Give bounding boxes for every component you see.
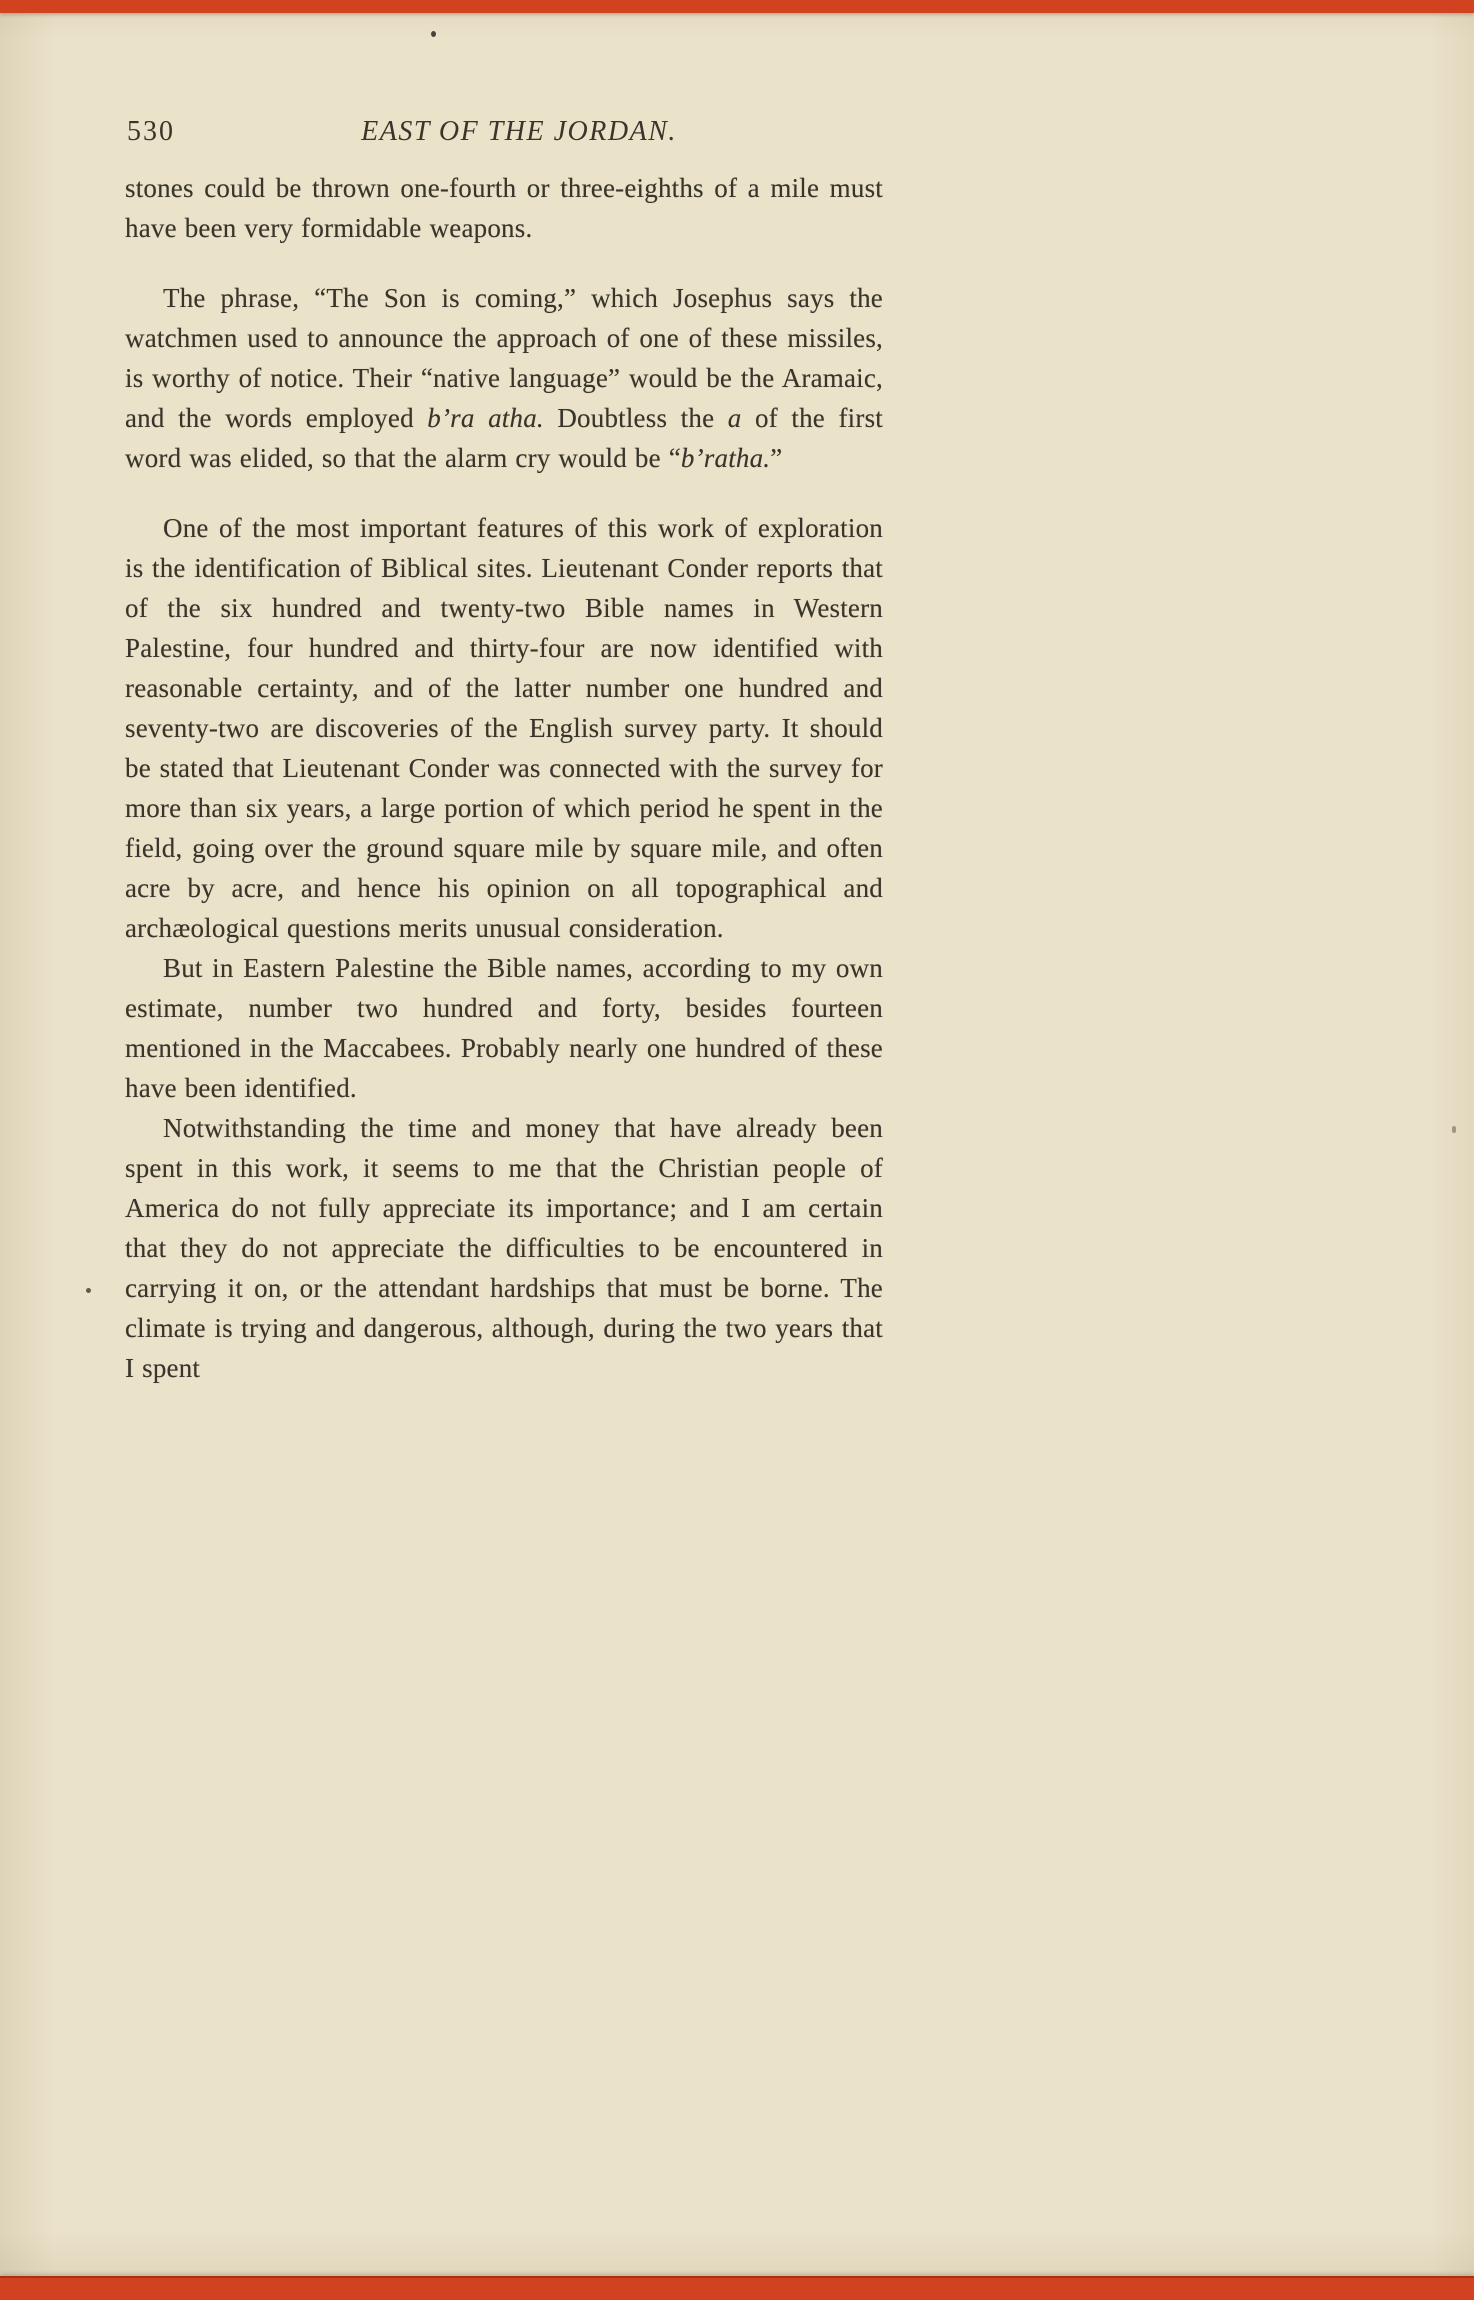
bottom-red-band — [0, 2276, 1474, 2300]
italic-text-run: b’ratha. — [680, 443, 771, 473]
top-red-band — [0, 0, 1474, 13]
italic-text-run: b’ra atha. — [427, 403, 544, 433]
italic-text-run: a — [727, 403, 742, 433]
text-run: But in Eastern Palestine the Bible names, according to my own estimate, number two hundred and forty, besides fourteen mentioned in the Maccabees. Probably nearly one hundred of these have been identified. — [125, 953, 883, 1103]
paragraph — [125, 168, 883, 248]
text-run: Doubtless the — [543, 403, 728, 433]
text-run: of the first word was elided, so that the alarm cry would be “ — [125, 403, 883, 473]
text-run: stones could be thrown one-fourth or three-eighths of a mile must have been very formidable weapons. — [125, 173, 883, 243]
page-number: 530 — [127, 116, 175, 147]
paragraph — [125, 1108, 883, 1388]
paragraph — [125, 278, 883, 478]
scan-artifact — [86, 1288, 91, 1293]
text-run: The phrase, “The Son is coming,” which Josephus says the watchmen used to announce the approach of one of these missiles, is worthy of notice. Their “native language” would be the Aramaic, and the words employed — [125, 283, 883, 433]
text-run: One of the most important features of this work of exploration is the identification of Biblical sites. Lieutenant Conder reports that of the six hundred and twenty-two Bible names in Western Palestine, four hundred and thirty-four are now identified with reasonable certainty, and of the latter number one hundred and seventy-two are discoveries of the English survey party. It should be stated that Lieutenant Conder was connected with the survey for more than six years, a large portion of which period he spent in the field, going over the ground square mile by square mile, and often acre by acre, and hence his opinion on all topographical and archæological questions merits unusual consideration. — [125, 513, 883, 943]
page-body — [125, 168, 883, 1388]
paragraph — [125, 948, 883, 1108]
running-title: EAST OF THE JORDAN. — [361, 116, 677, 147]
scan-artifact — [1452, 1126, 1456, 1133]
scan-artifact — [431, 31, 436, 37]
text-run: ” — [770, 443, 783, 473]
text-run: Notwithstanding the time and money that have already been spent in this work, it seems to me that the Christian people of America do not fully appreciate its importance; and I am certain that they do not appreciate the difficulties to be encountered in carrying it on, or the attendant hardships that must be borne. The climate is trying and dangerous, although, during the two years that I spent — [125, 1113, 883, 1383]
page-header — [125, 116, 883, 156]
paragraph — [125, 508, 883, 948]
